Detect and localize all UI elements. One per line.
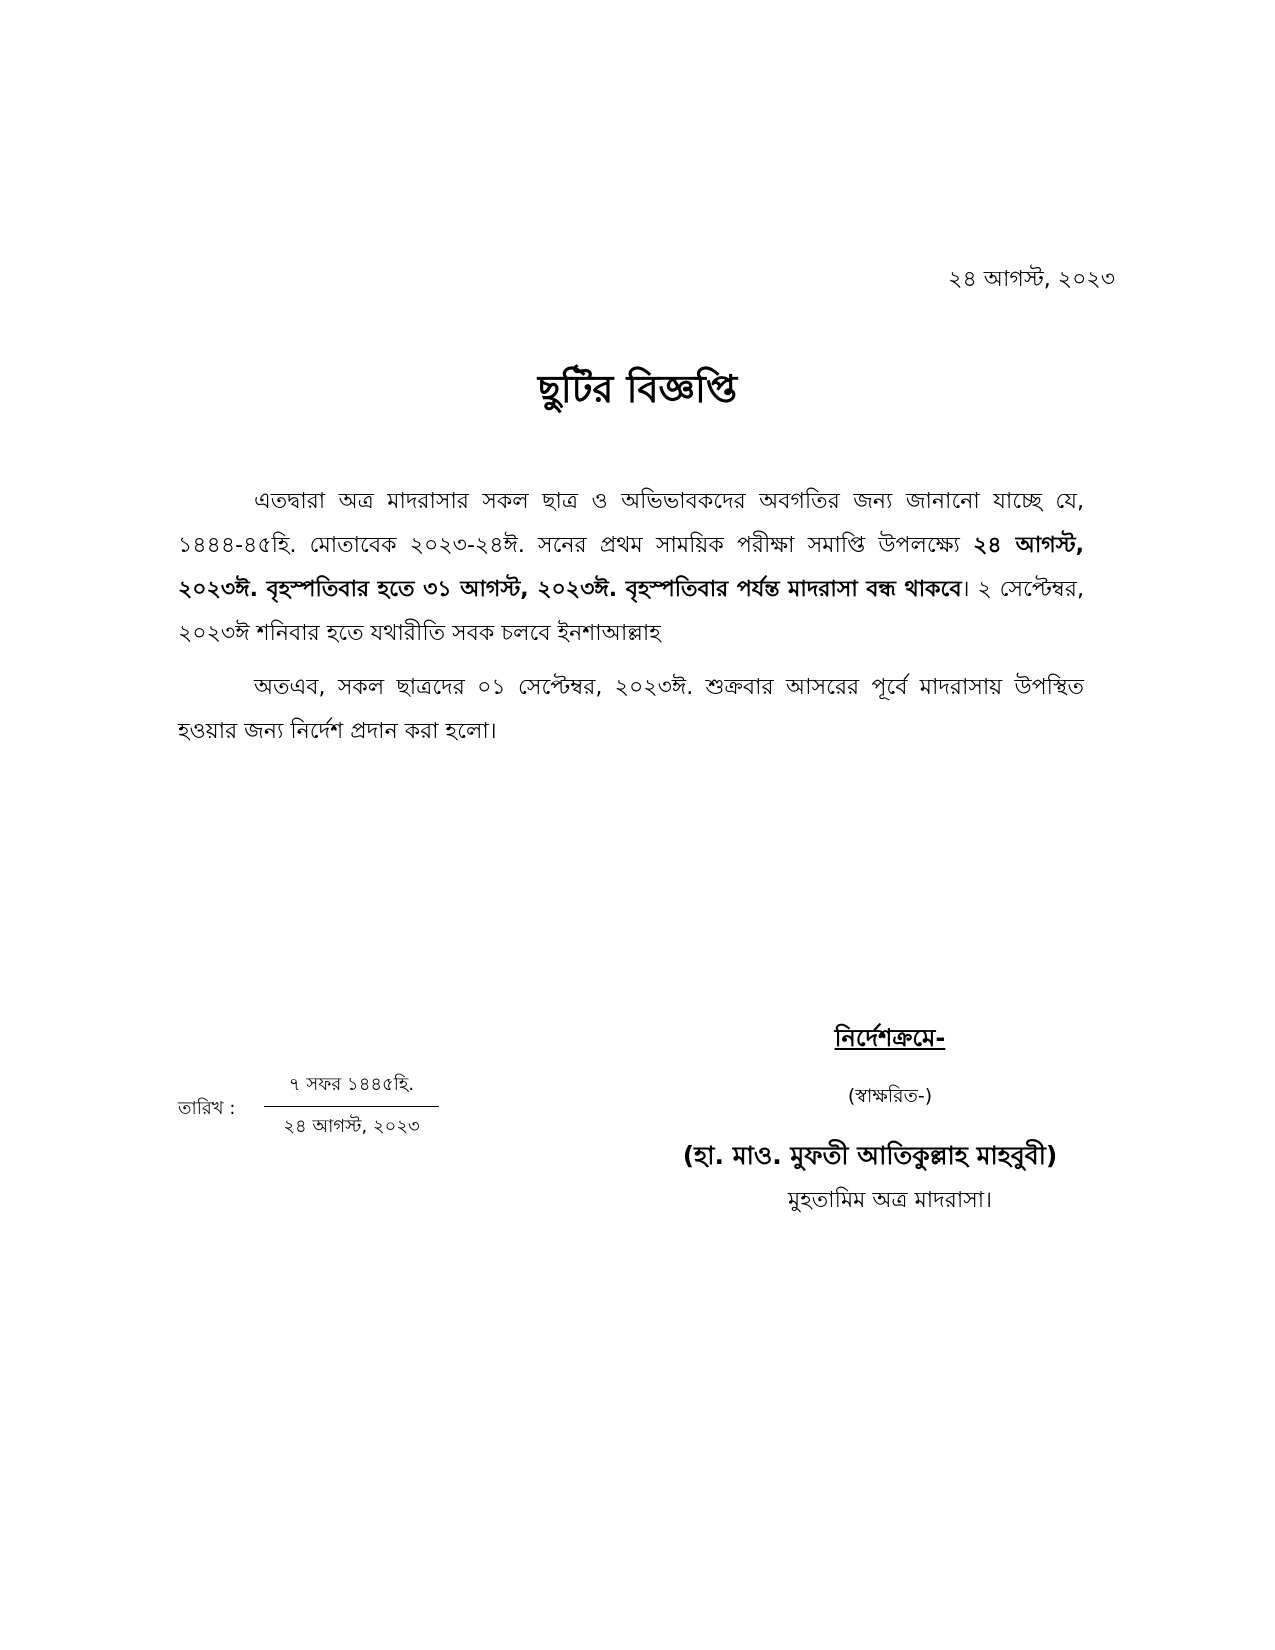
date-fraction [264, 1070, 439, 1143]
signer-designation: মুহতামিম অত্র মাদরাসা। [787, 1188, 992, 1213]
paragraph-1 [178, 480, 1084, 656]
signer-name: (হা. মাও. মুফতী আতিকুল্লাহ মাহবুবী) [682, 1141, 1058, 1170]
hijri-date: ৭ সফর ১৪৪৫হি. [264, 1070, 439, 1107]
order-heading: নির্দেশক্রমে- [834, 1024, 946, 1052]
paragraph-1-intro: এতদ্বারা অত্র মাদরাসার সকল ছাত্র ও অভিভাবকদের অবগতির জন্য জানানো যাচ্ছে যে, ১৪৪৪-৪৫হি. মোতাবেক ২০২৩-২৪ঈ. সনের প্রথম সাময়িক পরীক্ষা সমাপ্তি উপলক্ষ্যে [178, 489, 1084, 558]
paragraph-2: অতএব, সকল ছাত্রদের ০১ সেপ্টেম্বর, ২০২৩ঈ. শুক্রবার আসরের পূর্বে মাদরাসায় উপস্থিত হওয়ার জন্য নির্দেশ প্রদান করা হলো। [178, 675, 1084, 744]
signature-block [650, 1020, 1090, 1220]
signed-note: (স্বাক্ষরিত-) [847, 1085, 933, 1107]
notice-date: ২৪ আগস্ট, ২০২৩ [948, 267, 1115, 292]
notice-body [178, 480, 1084, 764]
paragraph-1-highlight: ২৪ আগস্ট, ২০২৩ঈ. বৃহস্পতিবার হতে ৩১ আগস্ট, ২০২৩ঈ. বৃহস্পতিবার পর্যন্ত মাদরাসা বন্ধ থাকবে [178, 533, 1084, 602]
paragraph-1-end: । ২ সেপ্টেম্বর, ২০২৩ঈ শনিবার হতে যথারীতি সবক চলবে ইনশাআল্লাহ [178, 577, 1084, 646]
gregorian-date: ২৪ আগস্ট, ২০২৩ [283, 1116, 420, 1137]
date-label: তারিখ : [178, 1098, 236, 1119]
notice-title: ছুটির বিজ্ঞপ্তি [537, 367, 738, 411]
